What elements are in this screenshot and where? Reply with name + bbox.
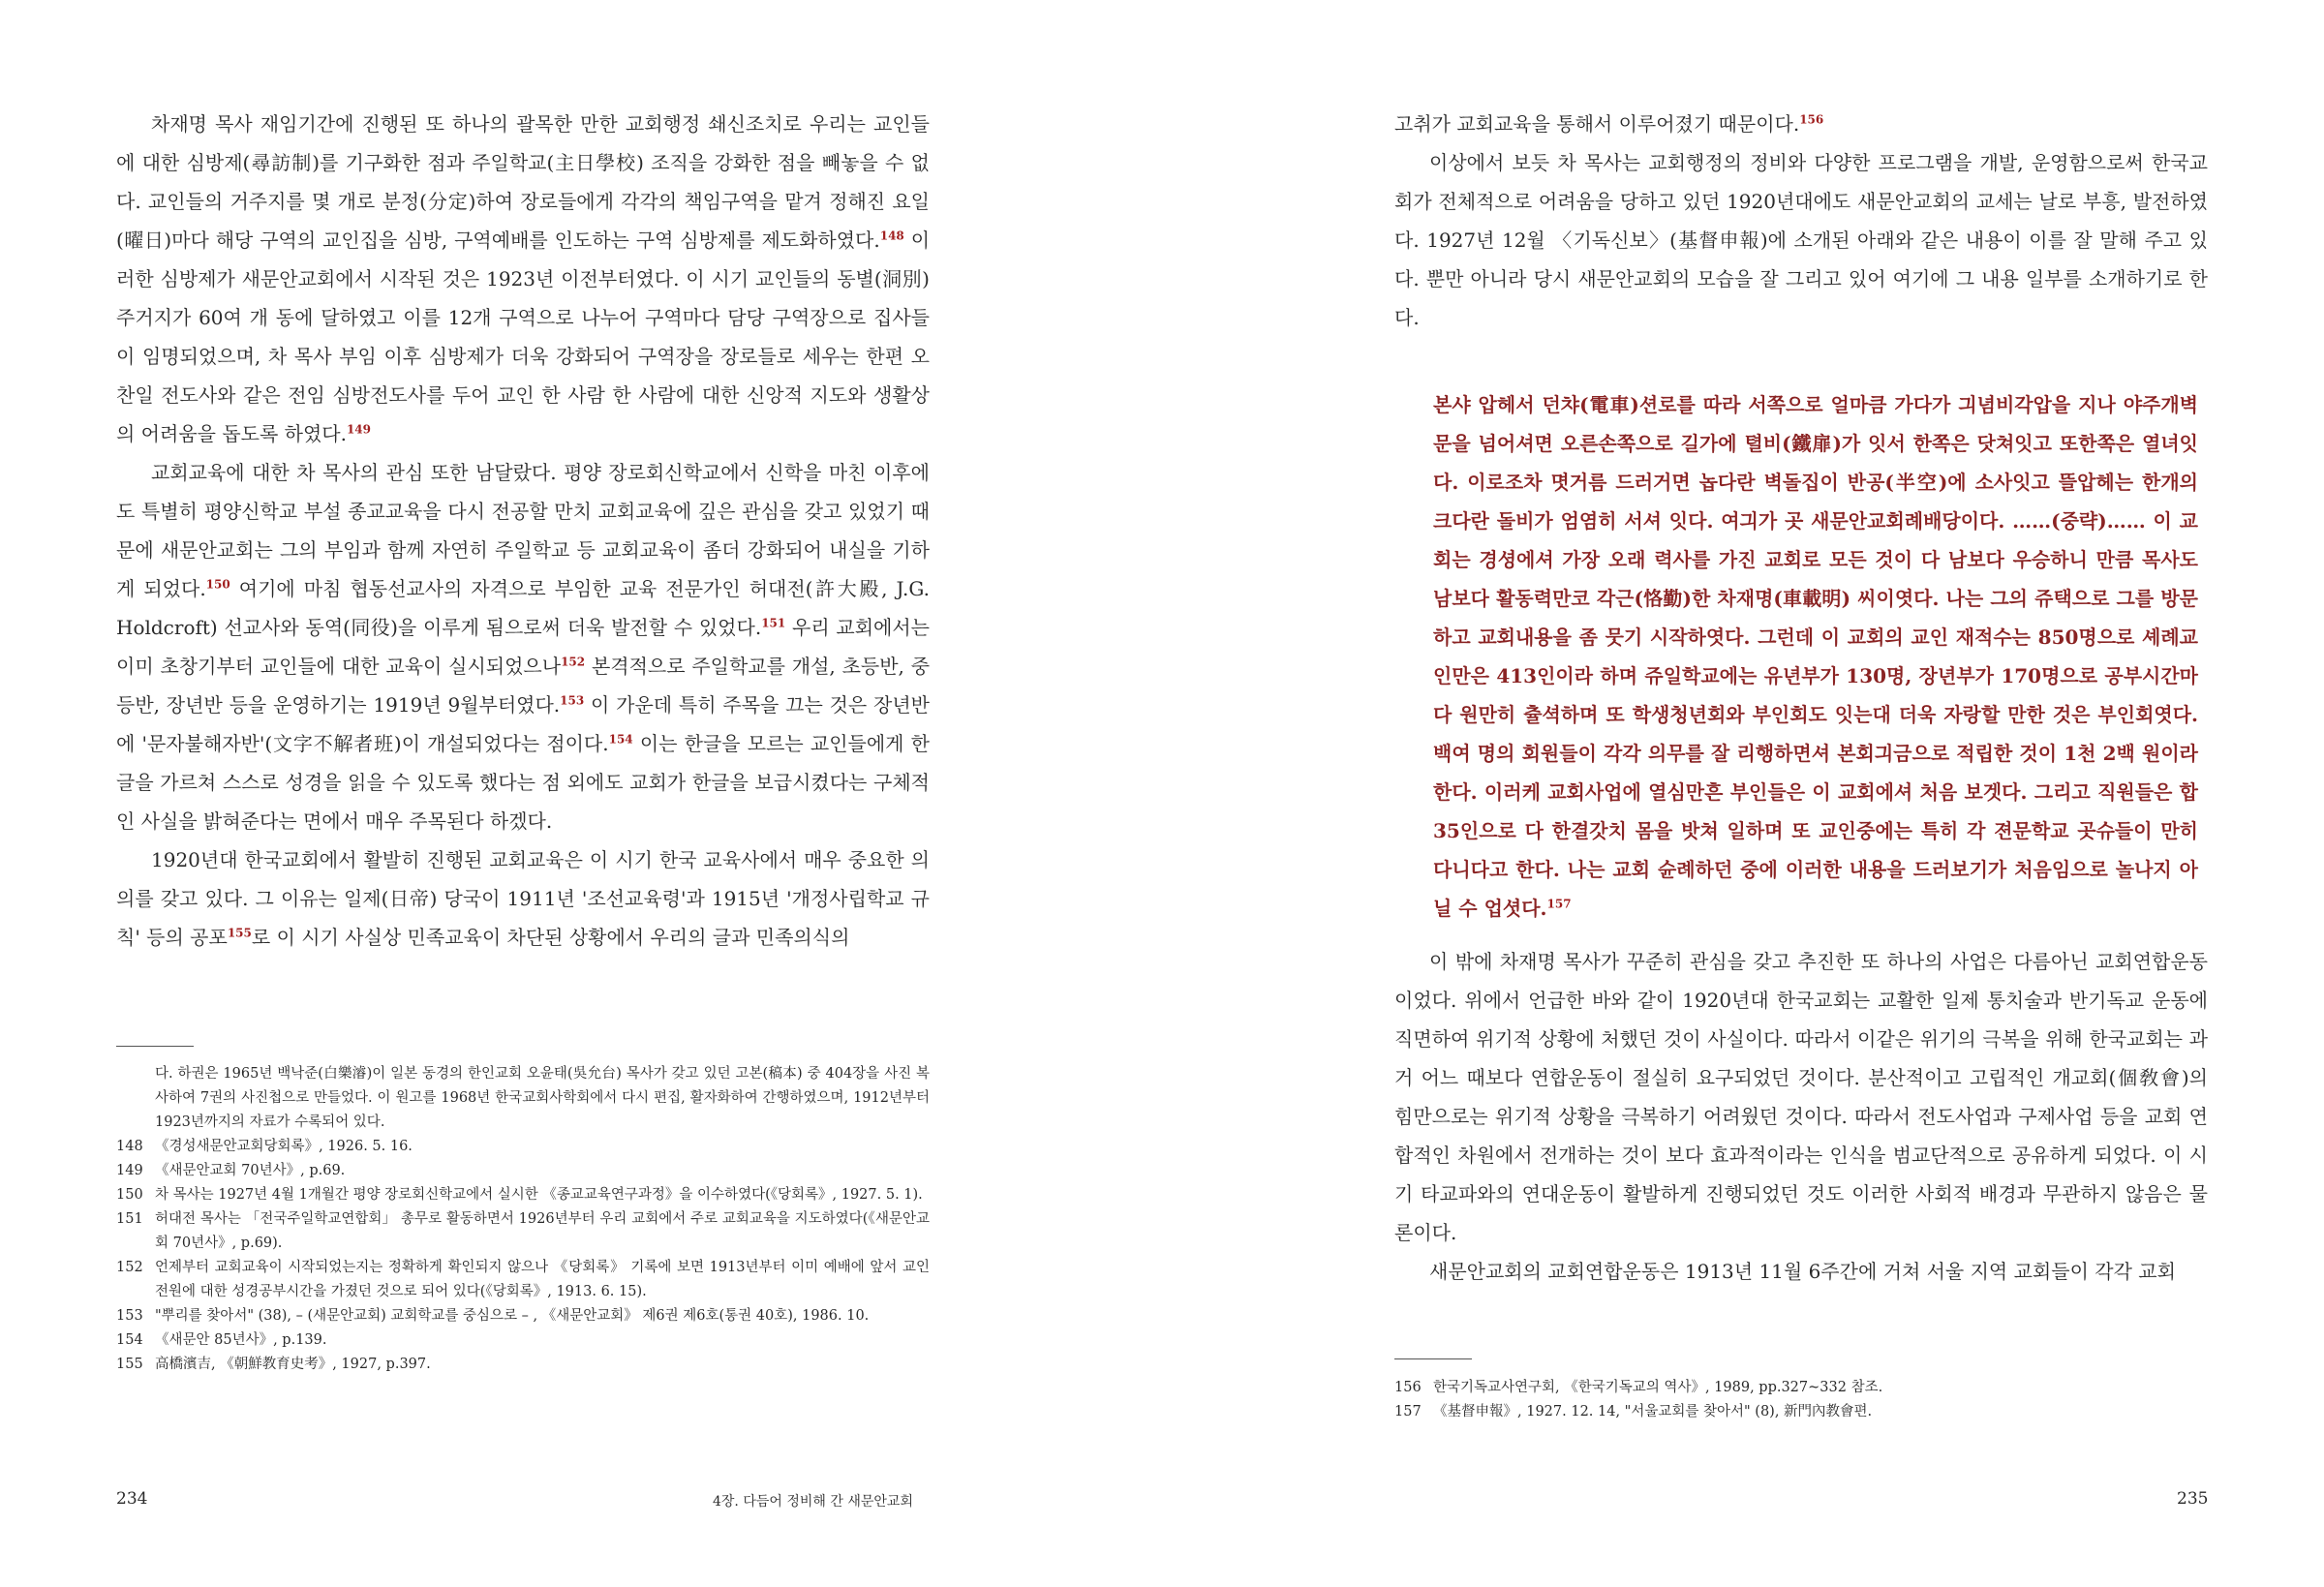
footnote <box>116 1328 930 1353</box>
footnote-number: 153 <box>116 1308 143 1324</box>
footnote-text: 《새문안 85년사》, p.139. <box>155 1332 327 1348</box>
body-paragraph <box>116 453 930 840</box>
body-paragraph <box>1394 942 2208 1252</box>
paragraph-text: 이상에서 보듯 차 목사는 교회행정의 정비와 다양한 프로그램을 개발, 운영함으로써 한국교회가 전체적으로 어려움을 당하고 있던 1920년대에도 새문안교회의 교세는 날로 부흥, 발전하였다. 1927년 12월 〈기독신보〉(基督申報)에 소개된 아래와 같은 내용이 이를 잘 말해 주고 있다. 뿐만 아니라 당시 새문안교회의 모습을 잘 그리고 있어 여기에 그 내용 일부를 소개하기로 한다. <box>1394 151 2208 329</box>
footnote-ref[interactable]: 156 <box>1799 112 1824 127</box>
footnote-ref[interactable]: 157 <box>1546 897 1572 911</box>
footnote-ref[interactable]: 153 <box>560 693 585 708</box>
paragraph-text: 로 이 시기 사실상 민족교육이 차단된 상황에서 우리의 글과 민족의식의 <box>251 926 850 949</box>
footnote-ref[interactable]: 152 <box>561 655 586 669</box>
footnote-text: "뿌리를 찾아서" (38), – (새문안교회) 교회학교를 중심으로 – , 《새문안교회》 제6권 제6호(통권 40호), 1986. 10. <box>155 1308 870 1324</box>
footnote-ref[interactable]: 148 <box>879 229 904 243</box>
paragraph-text: 교회교육에 대한 차 목사의 관심 또한 남달랐다. 평양 장로회신학교에서 신학을 마친 이후에도 특별히 평양신학교 부설 종교교육을 다시 전공할 만치 교회교육에 깊은 관심을 갖고 있었기 때문에 새문안교회는 그의 부임과 함께 자연히 주일학교 등 교회교육이 좀더 강화되어 내실을 기하게 되었다. <box>116 461 930 600</box>
footnote-number: 148 <box>116 1139 143 1154</box>
footnote-number: 157 <box>1394 1404 1422 1419</box>
right-page <box>1162 0 2324 1587</box>
body-paragraph <box>116 840 930 957</box>
footnote-rule <box>116 1046 194 1047</box>
footnote-text: 《새문안교회 70년사》, p.69. <box>155 1163 346 1178</box>
footnote-ref[interactable]: 149 <box>346 422 372 437</box>
body-paragraph <box>1394 1252 2208 1291</box>
footnote <box>116 1207 930 1256</box>
footnote-number: 154 <box>116 1332 143 1348</box>
footnote <box>1394 1400 2208 1424</box>
page-number: 234 <box>116 1489 148 1509</box>
paragraph-text: 이 가운데 특히 주목을 끄는 것은 장년반에 '문자불해자반'(文字不解者班)이 개설되었다는 점이다. <box>116 693 931 755</box>
footnote-number: 156 <box>1394 1380 1422 1395</box>
paragraph-text: 여기에 마침 협동선교사의 자격으로 부임한 교육 전문가인 허대전(許大殿, J.G. Holdcroft) 선교사와 동역(同役)을 이루게 됨으로써 더욱 발전할 수 있었다. <box>116 577 930 639</box>
footnote-list <box>116 1062 930 1377</box>
footnote <box>116 1353 930 1377</box>
footnote-number: 151 <box>116 1211 143 1227</box>
footnote-continuation: 다. 하권은 1965년 백낙준(白樂濬)이 일본 동경의 한인교회 오윤태(吳允台) 목사가 갖고 있던 고본(稿本) 중 404장을 사진 복사하여 7권의 사진첩으로 만들었다. 이 원고를 1968년 한국교회사학회에서 다시 편집, 활자화하여 간행하였으며, 1912년부터 1923년까지의 자료가 수록되어 있다. <box>155 1066 930 1130</box>
footnote-list <box>1394 1376 2208 1424</box>
footnote-ref[interactable]: 150 <box>205 577 230 592</box>
footnote <box>116 1256 930 1304</box>
footnote <box>1394 1376 2208 1400</box>
paragraph-text: 본격적으로 주일학교를 개설, 초등반, 중등반, 장년반 등을 운영하기는 1919년 9월부터였다. <box>116 655 931 717</box>
body-paragraph <box>1394 143 2208 337</box>
footnote-text: 허대전 목사는 「전국주일학교연합회」 총무로 활동하면서 1926년부터 우리 교회에서 주로 교회교육을 지도하였다(《새문안교회 70년사》, p.69). <box>155 1211 930 1251</box>
paragraph-text: 새문안교회의 교회연합운동은 1913년 11월 6주간에 거쳐 서울 지역 교회들이 각각 교회 <box>1429 1260 2176 1283</box>
footnote <box>116 1159 930 1183</box>
footnote-text: 한국기독교사연구회, 《한국기독교의 역사》, 1989, pp.327~332 참조. <box>1433 1380 1883 1395</box>
paragraph-text: 고취가 교회교육을 통해서 이루어졌기 때문이다. <box>1394 112 1800 136</box>
paragraph-text: 우리 교회에서는 이미 초창기부터 교인들에 대한 교육이 실시되었으나 <box>116 616 930 678</box>
running-head: 4장. 다듬어 정비해 간 새문안교회 <box>713 1494 913 1510</box>
quote-text: 본샤 압헤서 던챠(電車)션로를 따라 서쪽으로 얼마큼 가다가 긔념비각압을 지나 야주개벽문을 넘어셔면 오른손쪽으로 길가에 텰비(鐵扉)가 잇서 한쪽은 닷쳐잇고 또한쪽은 열녀잇다. 이로조차 몃거름 드러거면 놉다란 벽돌집이 반공(半空)에 소사잇고 뜰압헤는 한개의 크다란 돌비가 엄염히 서셔 잇다. 여긔가 곳 새문안교회례배당이다. ……(중략)…… 이 교회는 경셩에셔 가장 오래 력사를 가진 교회로 모든 것이 다 남보다 우승하니 만큼 목사도 남보다 활동력만코 각근(恪勤)한 차재명(車載明) 씨이엿다. 나는 그의 쥬택으로 그를 방문하고 교회내용을 좀 뭇기 시작하엿다. 그런데 이 교회의 교인 재적수는 850명으로 셰례교인만은 413인이라 하며 쥬일학교에는 유년부가 130명, 장년부가 170명으로 공부시간마다 원만히 츌셕하며 또 학생청년회와 부인회도 잇는대 더욱 자랑할 만한 것은 부인회엿다. 백여 명의 회원들이 각각 의무를 잘 리행하면셔 본회긔금으로 적립한 것이 1천 2백 원이라 한다. 이러케 교회사업에 열심만흔 부인들은 이 교회에셔 처음 보겟다. 그리고 직원들은 합 35인으로 다 한결갓치 몸을 밧쳐 일하며 또 교인중에는 특히 각 젼문학교 곳슈들이 만히 다니다고 한다. 나는 교회 슌례하던 중에 이러한 내용을 드러보기가 처음임으로 놀나지 아닐 수 업셧다. <box>1433 393 2198 920</box>
paragraph-text: 이는 한글을 모르는 교인들에게 한글을 가르쳐 스스로 성경을 읽을 수 있도록 했다는 점 외에도 교회가 한글을 보급시켰다는 구체적인 사실을 밝혀준다는 면에서 매우 주목된다 하겠다. <box>116 732 930 833</box>
paragraph-text: 이러한 심방제가 새문안교회에서 시작된 것은 1923년 이전부터였다. 이 시기 교인들의 동별(洞別) 주거지가 60여 개 동에 달하였고 이를 12개 구역으로 나누어 구역마다 담당 구역장으로 집사들이 임명되었으며, 차 목사 부임 이후 심방제가 더욱 강화되어 구역장을 장로들로 세우는 한편 오찬일 전도사와 같은 전임 심방전도사를 두어 교인 한 사람 한 사람에 대한 신앙적 지도와 생활상의 어려움을 돕도록 하였다. <box>116 229 931 445</box>
paragraph-text: 차재명 목사 재임기간에 진행된 또 하나의 괄목한 만한 교회행정 쇄신조치로 우리는 교인들에 대한 심방제(尋訪制)를 기구화한 점과 주일학교(主日學校) 조직을 강화한 점을 빼놓을 수 없다. 교인들의 거주지를 몇 개로 분정(分定)하여 장로들에게 각각의 책임구역을 맡겨 정해진 요일(曜日)마다 해당 구역의 교인집을 심방, 구역예배를 인도하는 구역 심방제를 제도화하였다. <box>116 112 930 252</box>
footnote-text: 《경성새문안교회당회록》, 1926. 5. 16. <box>155 1139 413 1154</box>
quote-block <box>1433 385 2198 928</box>
footnote-number: 150 <box>116 1187 143 1203</box>
footnote-rule <box>1394 1358 1472 1359</box>
footnote-text: 언제부터 교회교육이 시작되었는지는 정확하게 확인되지 않으나 《당회록》 기록에 보면 1913년부터 이미 예배에 앞서 교인 전원에 대한 성경공부시간을 가졌던 것으로 되어 있다(《당회록》, 1913. 6. 15). <box>155 1260 930 1299</box>
footnote <box>116 1183 930 1207</box>
footnote-number: 152 <box>116 1260 143 1275</box>
body-paragraph <box>1394 105 2208 143</box>
paragraph-text: 이 밖에 차재명 목사가 꾸준히 관심을 갖고 추진한 또 하나의 사업은 다름아닌 교회연합운동이었다. 위에서 언급한 바와 같이 1920년대 한국교회는 교활한 일제 통치술과 반기독교 운동에 직면하여 위기적 상황에 처했던 것이 사실이다. 따라서 이같은 위기의 극복을 위해 한국교회는 과거 어느 때보다 연합운동이 절실히 요구되었던 것이다. 분산적이고 고립적인 개교회(個敎會)의 힘만으로는 위기적 상황을 극복하기 어려웠던 것이다. 따라서 전도사업과 구제사업 등을 교회 연합적인 차원에서 전개하는 것이 보다 효과적이라는 인식을 범교단적으로 공유하게 되었다. 이 시기 타교파와의 연대운동이 활발하게 진행되었던 것도 이러한 사회적 배경과 무관하지 않음은 물론이다. <box>1394 950 2208 1244</box>
footnote-text: 차 목사는 1927년 4월 1개월간 평양 장로회신학교에서 실시한 《종교교육연구과정》을 이수하였다(《당회록》, 1927. 5. 1). <box>155 1187 923 1203</box>
body-paragraph <box>116 105 930 453</box>
footnote-number: 155 <box>116 1357 143 1372</box>
footnote <box>116 1304 930 1328</box>
footnote-ref[interactable]: 151 <box>761 616 786 630</box>
footnote-number: 149 <box>116 1163 143 1178</box>
footnote-text: 高橋濱吉, 《朝鮮教育史考》, 1927, p.397. <box>155 1357 431 1372</box>
footnote-ref[interactable]: 154 <box>608 732 633 747</box>
footnote-text: 《基督申報》, 1927. 12. 14, "서울교회를 찾아서" (8), 新門內教會편. <box>1433 1404 1873 1419</box>
footnote <box>116 1135 930 1159</box>
paragraph-text: 1920년대 한국교회에서 활발히 진행된 교회교육은 이 시기 한국 교육사에서 매우 중요한 의의를 갖고 있다. 그 이유는 일제(日帝) 당국이 1911년 '조선교육령'과 1915년 '개정사립학교 규칙' 등의 공포 <box>116 848 930 949</box>
page-number: 235 <box>2177 1489 2209 1509</box>
footnote-ref[interactable]: 155 <box>227 926 252 940</box>
